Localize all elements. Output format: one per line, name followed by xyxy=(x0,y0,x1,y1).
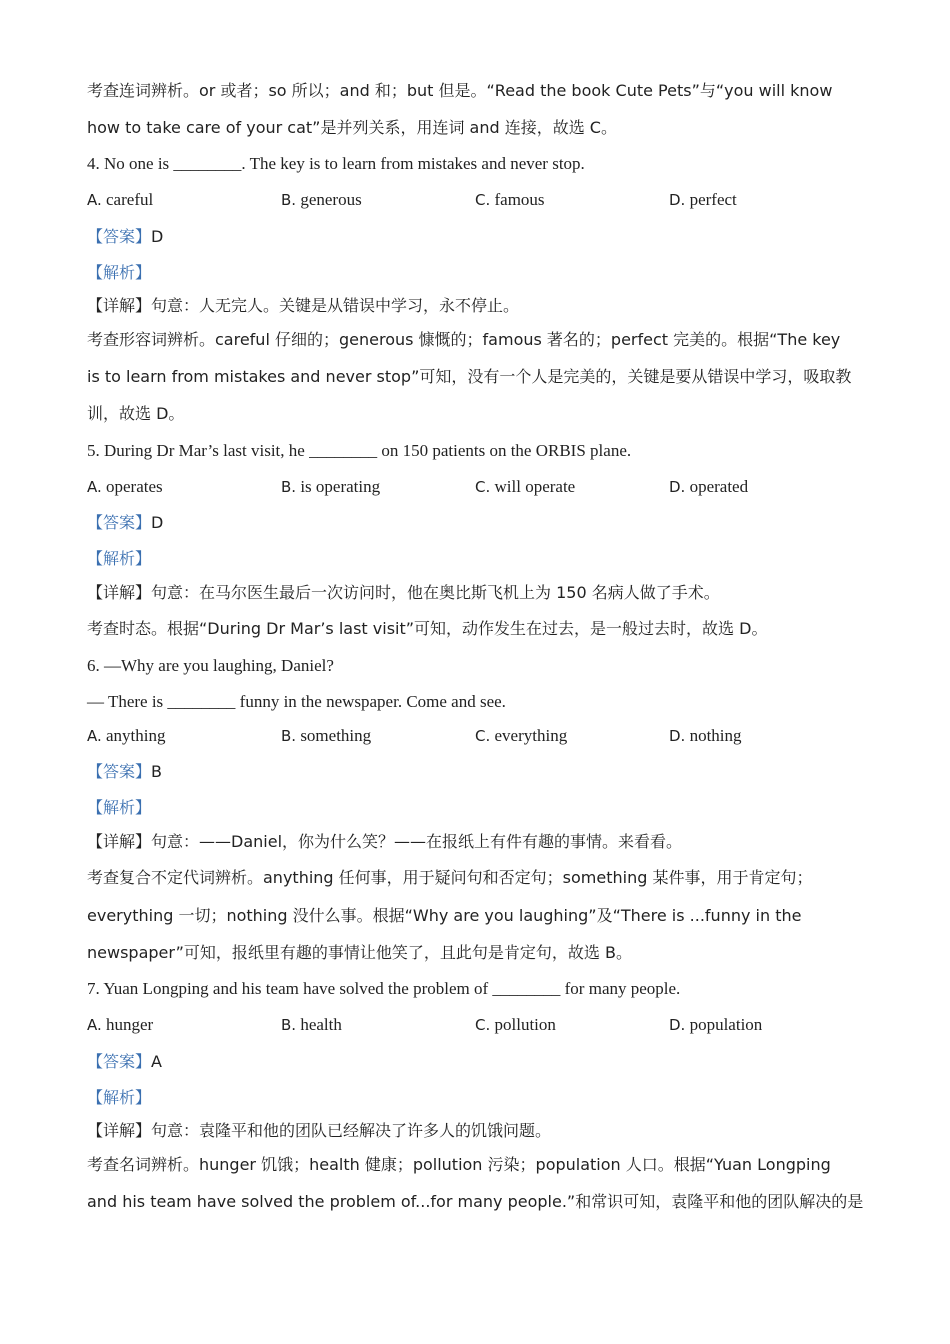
explain-line: 考查复合不定代词辨析。anything 任何事，用于疑问句和否定句；something 某件事，用于肯定句； xyxy=(87,868,813,887)
option-b: B. is operating xyxy=(281,477,381,496)
analysis-tag: 【解析】 xyxy=(87,549,152,568)
option-d: D. perfect xyxy=(669,190,737,209)
option-a: A. careful xyxy=(87,190,154,209)
detail-text: 句意：——Daniel，你为什么笑？——在报纸上有件有趣的事情。来看看。 xyxy=(151,832,683,851)
question-stem: 4. No one is ________. The key is to learn from mistakes and never stop. xyxy=(87,154,585,173)
option-d: D. operated xyxy=(669,477,749,496)
explain-line: 考查名词辨析。hunger 饥饿；health 健康；pollution 污染；population 人口。根据“Yuan Longping xyxy=(87,1155,831,1174)
explain-line: 考查连词辨析。or 或者；so 所以；and 和；but 但是。“Read the book Cute Pets”与“you will know xyxy=(87,81,833,100)
explain-line: newspaper”可知，报纸里有趣的事情让他笑了，且此句是肯定句，故选 B。 xyxy=(87,943,632,962)
answer-value: A xyxy=(151,1052,162,1071)
answer-tag: 【答案】 xyxy=(87,1052,152,1071)
detail-tag: 【详解】 xyxy=(87,1121,152,1140)
explain-line: and his team have solved the problem of...for many people.”和常识可知，袁隆平和他的团队解决的是 xyxy=(87,1192,864,1211)
answer-line xyxy=(87,761,162,783)
analysis-tag: 【解析】 xyxy=(87,263,152,282)
answer-line xyxy=(87,1051,162,1073)
explain-line: 考查形容词辨析。careful 仔细的；generous 慷慨的；famous 著名的；perfect 完美的。根据“The key xyxy=(87,330,841,349)
option-c: C. will operate xyxy=(475,477,576,496)
answer-tag: 【答案】 xyxy=(87,227,152,246)
question-stem-reply: — There is ________ funny in the newspaper. Come and see. xyxy=(87,692,506,711)
analysis-tag: 【解析】 xyxy=(87,1088,152,1107)
answer-tag: 【答案】 xyxy=(87,762,152,781)
detail-line xyxy=(87,582,720,604)
answer-value: B xyxy=(151,762,162,781)
option-a: A. operates xyxy=(87,477,163,496)
option-d: D. population xyxy=(669,1015,763,1034)
option-b: B. health xyxy=(281,1015,342,1034)
detail-line xyxy=(87,1120,551,1142)
option-b: B. generous xyxy=(281,190,362,209)
detail-text: 句意：在马尔医生最后一次访问时，他在奥比斯飞机上为 150 名病人做了手术。 xyxy=(151,583,720,602)
answer-tag: 【答案】 xyxy=(87,513,152,532)
option-c: C. pollution xyxy=(475,1015,556,1034)
detail-tag: 【详解】 xyxy=(87,296,152,315)
analysis-tag: 【解析】 xyxy=(87,798,152,817)
option-c: C. everything xyxy=(475,726,568,745)
answer-line xyxy=(87,512,163,534)
explain-line: how to take care of your cat”是并列关系，用连词 and 连接，故选 C。 xyxy=(87,118,617,137)
detail-tag: 【详解】 xyxy=(87,583,152,602)
option-a: A. anything xyxy=(87,726,166,745)
option-b: B. something xyxy=(281,726,372,745)
option-d: D. nothing xyxy=(669,726,742,745)
question-stem: 7. Yuan Longping and his team have solved the problem of ________ for many people. xyxy=(87,979,681,998)
explain-line: is to learn from mistakes and never stop”可知，没有一个人是完美的，关键是要从错误中学习，吸取教 xyxy=(87,367,852,386)
detail-text: 句意：袁隆平和他的团队已经解决了许多人的饥饿问题。 xyxy=(151,1121,552,1140)
answer-value: D xyxy=(151,513,164,532)
answer-value: D xyxy=(151,227,164,246)
detail-line xyxy=(87,295,519,317)
answer-line xyxy=(87,226,163,248)
detail-text: 句意：人无完人。关键是从错误中学习，永不停止。 xyxy=(151,296,520,315)
explain-line: 训，故选 D。 xyxy=(87,404,185,423)
explain-line: 考查时态。根据“During Dr Mar’s last visit”可知，动作发生在过去，是一般过去时，故选 D。 xyxy=(87,619,768,638)
question-stem: 5. During Dr Mar’s last visit, he ________ on 150 patients on the ORBIS plane. xyxy=(87,441,632,460)
detail-line xyxy=(87,831,682,853)
option-a: A. hunger xyxy=(87,1015,154,1034)
option-c: C. famous xyxy=(475,190,545,209)
question-stem: 6. —Why are you laughing, Daniel? xyxy=(87,656,334,675)
explain-line: everything 一切；nothing 没什么事。根据“Why are you laughing”及“There is ...funny in the xyxy=(87,906,802,925)
detail-tag: 【详解】 xyxy=(87,832,152,851)
